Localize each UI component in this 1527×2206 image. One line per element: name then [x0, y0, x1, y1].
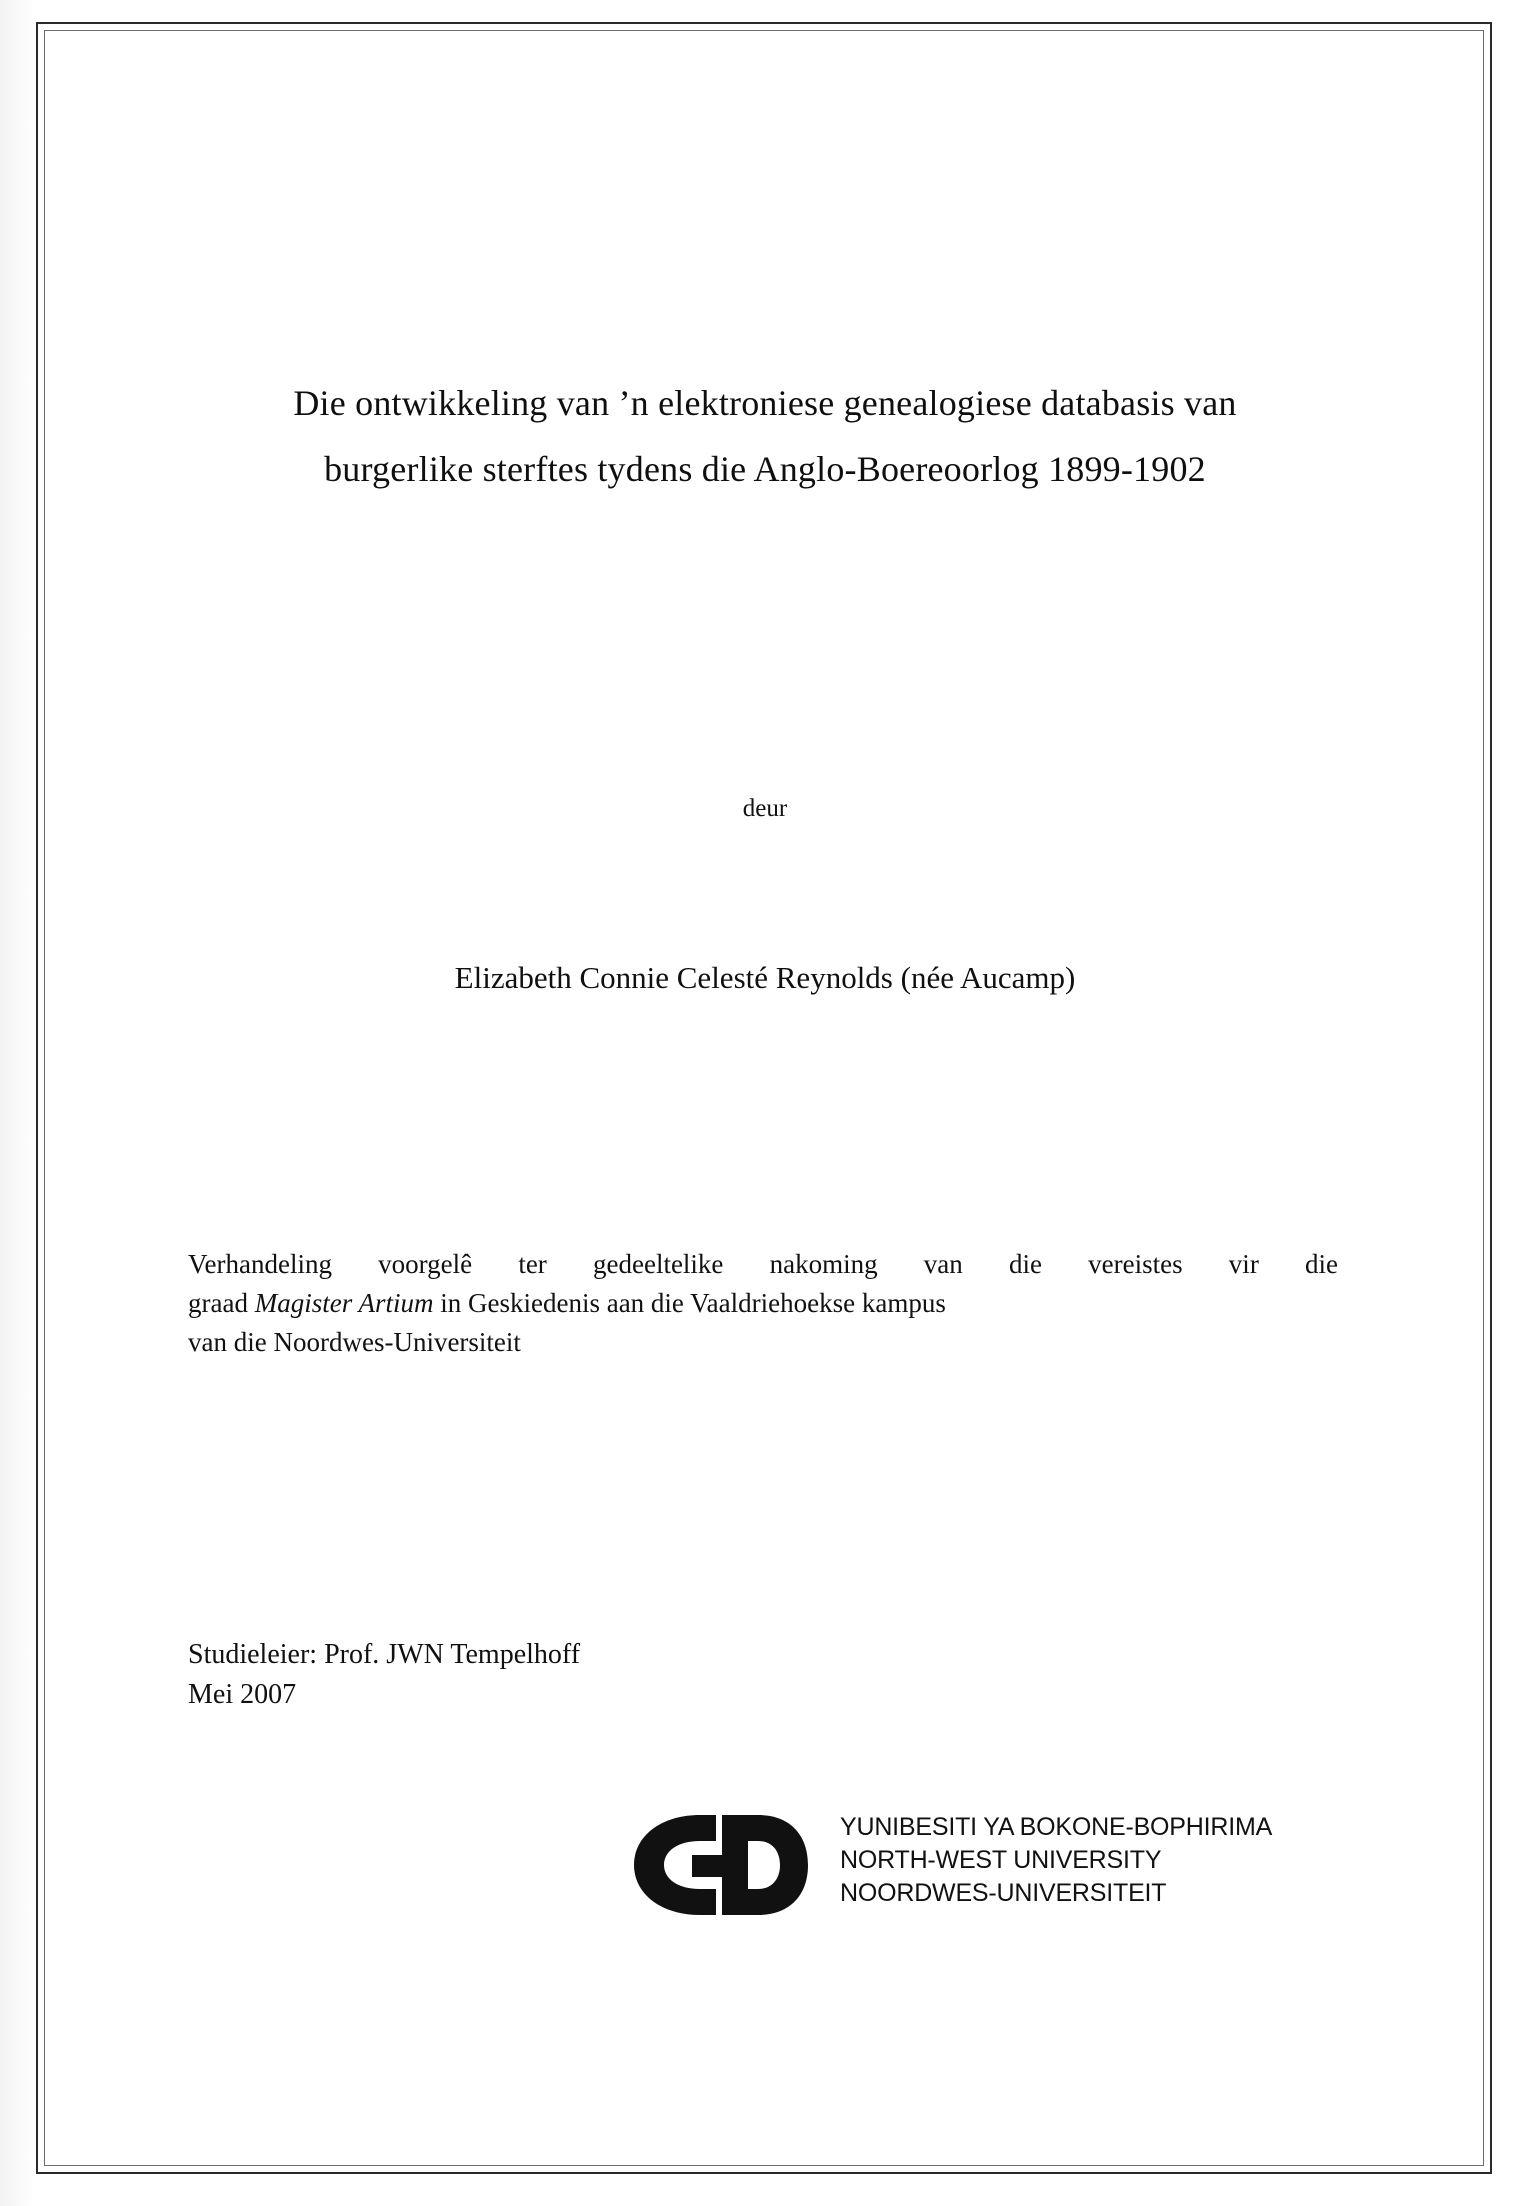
north-west-university-logo-icon [630, 1811, 825, 1919]
statement-line-3: van die Noordwes-Universiteit [188, 1327, 521, 1357]
title-line-1: Die ontwikkeling van ’n elektroniese genealogiese databasis van [293, 383, 1237, 423]
supervisor-line: Studieleier: Prof. JWN Tempelhoff [188, 1639, 581, 1670]
title-page-content [170, 30, 1360, 2160]
degree-name: Magister Artium [254, 1288, 434, 1318]
statement-line-2-pre: graad [188, 1288, 255, 1318]
title-line-2: burgerlike sterftes tydens die Anglo-Boereoorlog 1899-1902 [324, 449, 1206, 489]
university-logo-text [840, 1811, 1272, 1910]
statement-line-2 [188, 1284, 1338, 1323]
statement-line-2-post: in Geskiedenis aan die Vaaldriehoekse kampus [433, 1288, 946, 1318]
logo-line-2: NORTH-WEST UNIVERSITY [840, 1846, 1162, 1874]
by-label: deur [742, 795, 788, 822]
logo-line-1: YUNIBESITI YA BOKONE-BOPHIRIMA [840, 1813, 1273, 1841]
degree-statement [188, 1245, 1338, 1362]
scan-edge-shading [0, 0, 34, 2206]
logo-line-3: NOORDWES-UNIVERSITEIT [840, 1879, 1167, 1907]
date-line: Mei 2007 [188, 1679, 297, 1710]
university-logo-block [600, 1805, 1300, 1935]
author-name: Elizabeth Connie Celesté Reynolds (née Aucamp) [454, 960, 1076, 995]
page-title [180, 370, 1350, 502]
supervisor-block [188, 1635, 1088, 1715]
statement-line-1: Verhandeling voorgelê ter gedeeltelike nakoming van die vereistes vir die [188, 1249, 1338, 1279]
